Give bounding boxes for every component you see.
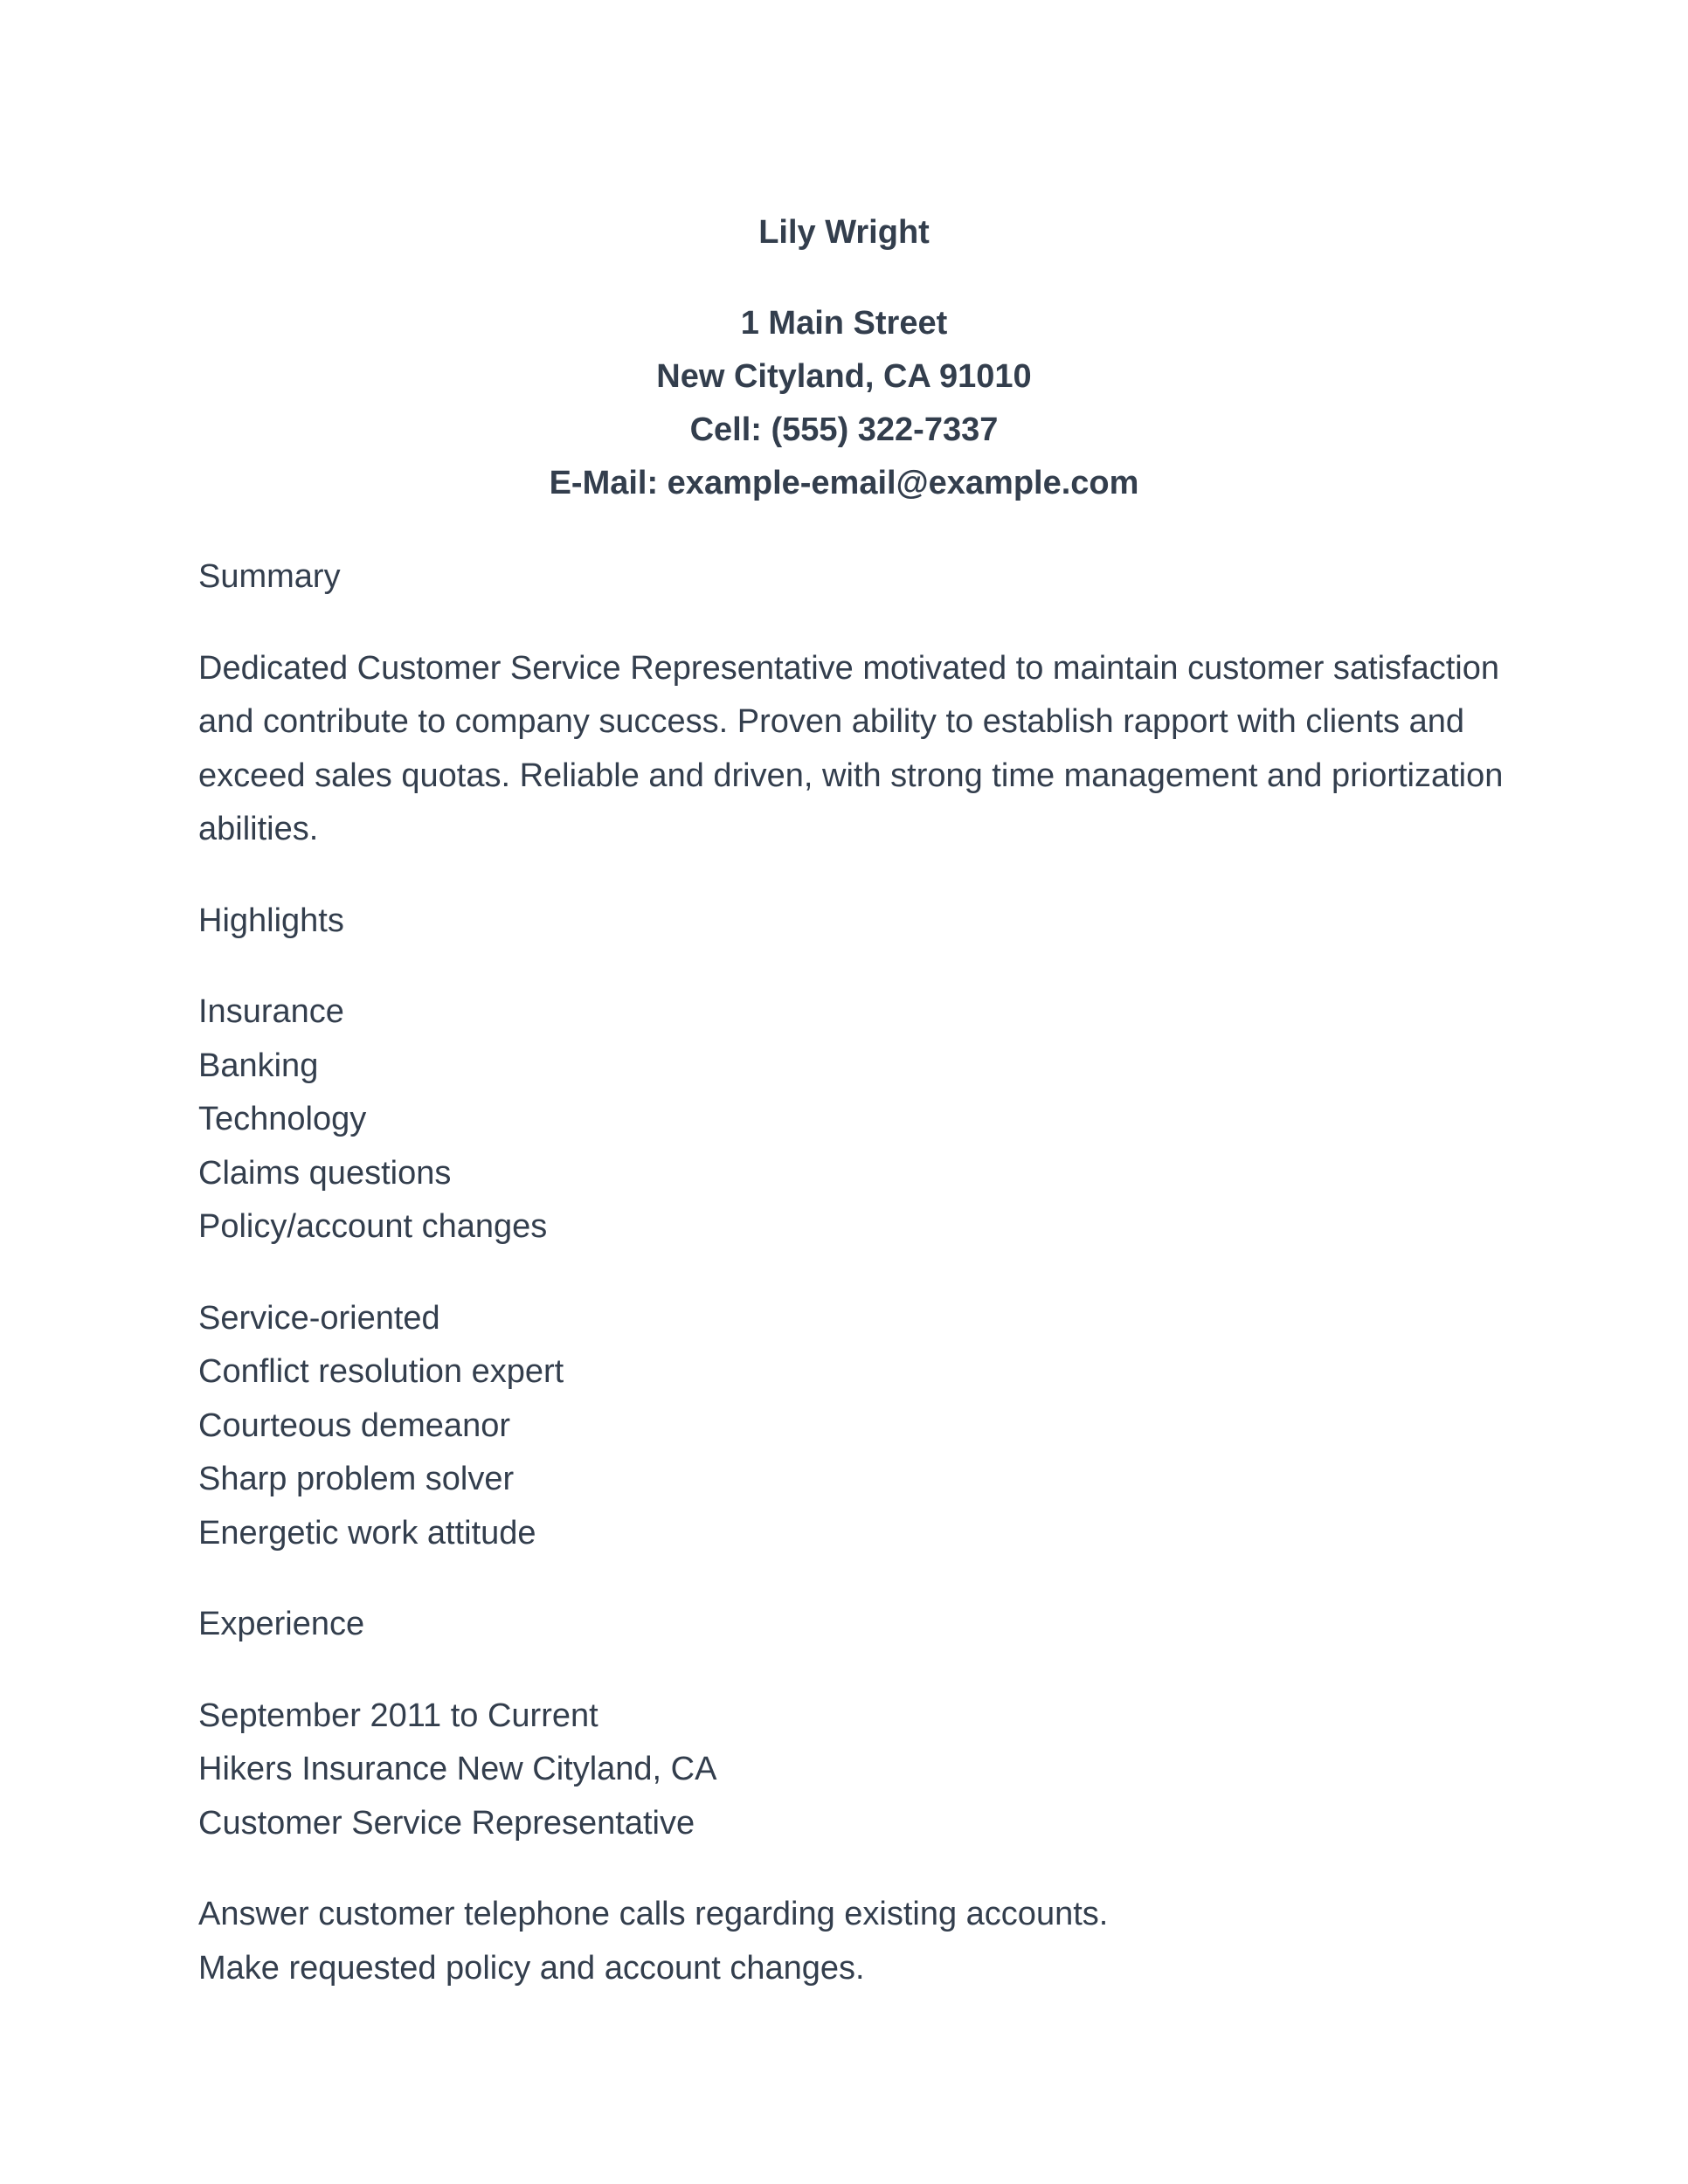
address-line-1: 1 Main Street [740, 305, 948, 342]
highlights-group-2 [198, 1292, 1509, 1561]
summary-text: Dedicated Customer Service Representative motivated to maintain customer satisfaction and contribute to company success. Proven ability to establish rapport with clients and exceed sales quotas. Reliable and driven, with strong time management and priortization abilities. [198, 649, 1504, 847]
list-item: Courteous demeanor [198, 1406, 510, 1444]
candidate-name: Lily Wright [758, 214, 930, 251]
list-item: Insurance [198, 993, 344, 1030]
list-item: Policy/account changes [198, 1208, 548, 1245]
resume-body [198, 550, 1509, 2033]
list-item: Banking [198, 1047, 319, 1084]
highlights-heading: Highlights [198, 902, 344, 939]
list-item: Technology [198, 1101, 367, 1137]
contact-header [0, 206, 1688, 510]
summary-heading: Summary [198, 558, 341, 595]
list-item: Energetic work attitude [198, 1514, 536, 1552]
experience-heading: Experience [198, 1606, 365, 1642]
job-role: Customer Service Representative [198, 1804, 695, 1842]
address-line-2: New Cityland, CA 91010 [656, 358, 1032, 395]
job-duty: Make requested policy and account changes. [198, 1949, 865, 1987]
job-entry [198, 1690, 1509, 1851]
list-item: Sharp problem solver [198, 1461, 515, 1497]
list-item: Conflict resolution expert [198, 1353, 564, 1390]
job-company: Hikers Insurance New Cityland, CA [198, 1751, 717, 1787]
job-duty: Answer customer telephone calls regarding existing accounts. [198, 1896, 1109, 1932]
job-duties [198, 1888, 1509, 1995]
job-dates: September 2011 to Current [198, 1697, 598, 1734]
list-item: Service-oriented [198, 1299, 440, 1337]
highlights-group-1 [198, 985, 1509, 1254]
list-item: Claims questions [198, 1154, 452, 1192]
email-address: E-Mail: example-email@example.com [549, 465, 1139, 501]
cell-phone: Cell: (555) 322-7337 [689, 411, 999, 448]
